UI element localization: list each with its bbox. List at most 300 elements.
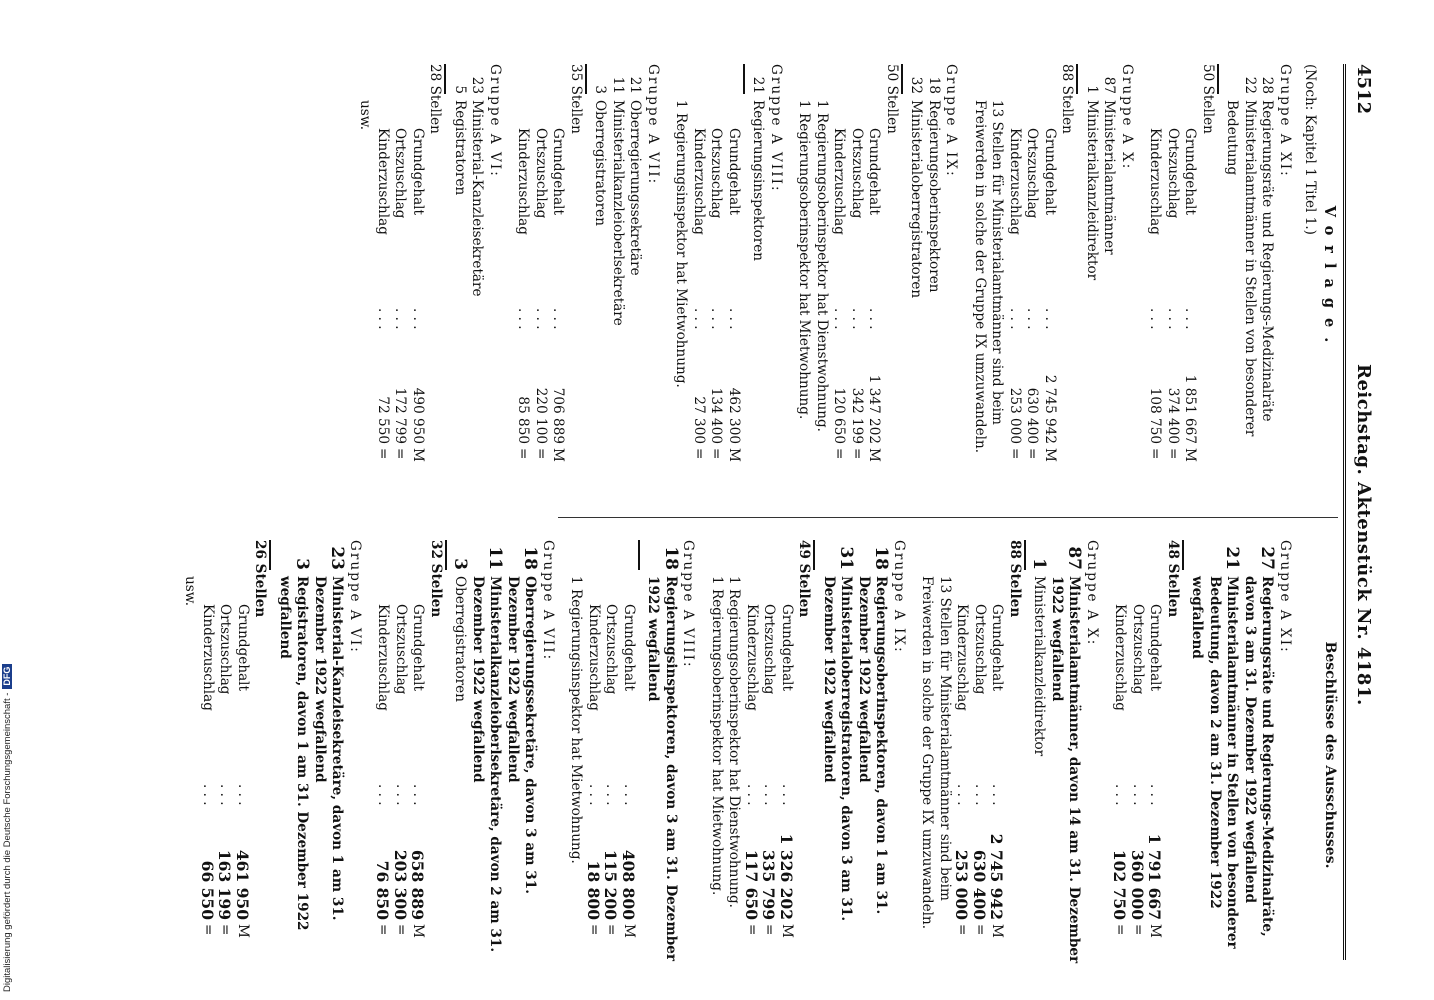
currency-mark: M bbox=[550, 448, 567, 462]
position-title: Ministerialkanzleioberlsekretäre bbox=[610, 100, 626, 326]
salary-item bbox=[953, 540, 971, 970]
leader-dots: . . . bbox=[375, 784, 392, 806]
salary-item bbox=[743, 540, 761, 970]
salary-item bbox=[760, 540, 778, 970]
salary-amount: 120 650 bbox=[831, 387, 848, 444]
position-line bbox=[749, 64, 767, 494]
housing-note: 1 Regierungsoberinspektor hat Dienstwohnung. bbox=[726, 576, 743, 908]
salary-amount: 163 199 bbox=[215, 849, 235, 920]
currency-mark: = bbox=[1165, 448, 1181, 460]
position-line bbox=[451, 540, 469, 970]
currency-mark: = bbox=[375, 448, 391, 460]
sum-rule bbox=[270, 540, 272, 570]
salary-amount: 220 100 bbox=[533, 387, 549, 444]
salary-label: Kinderzuschlag bbox=[744, 604, 760, 711]
currency-mark: M bbox=[726, 448, 742, 462]
leader-dots: . . . bbox=[1165, 308, 1181, 330]
salary-item bbox=[690, 64, 708, 494]
currency-mark: M bbox=[410, 448, 426, 462]
leader-dots: . . . bbox=[972, 784, 988, 806]
currency-mark: = bbox=[744, 924, 760, 936]
leader-dots: . . . bbox=[410, 308, 426, 330]
group-label: Gruppe A VIII: bbox=[768, 64, 784, 193]
salary-item bbox=[778, 540, 796, 970]
salary-amount: 66 550 bbox=[198, 860, 217, 920]
salary-amount: 253 000 bbox=[1007, 387, 1023, 444]
sum-rule bbox=[1217, 64, 1219, 94]
salary-label: Kinderzuschlag bbox=[691, 128, 707, 235]
salary-label: Grundgehalt bbox=[726, 128, 742, 215]
salary-label: Ortszuschlag bbox=[1130, 604, 1146, 695]
position-line bbox=[311, 540, 346, 970]
salary-amount: 102 750 bbox=[1110, 849, 1130, 920]
sum-rule bbox=[1182, 540, 1184, 570]
position-title: Registratoren, davon 1 am 31. Dezember 1922 wegfallend bbox=[277, 576, 311, 931]
housing-note: 1 Regierungsoberinspektor hat Mietwohnung. bbox=[709, 576, 725, 896]
position-title: Oberregistratoren bbox=[452, 576, 469, 702]
position-count: 1 bbox=[1084, 85, 1100, 94]
position-count: 23 bbox=[327, 546, 348, 570]
position-count: 21 bbox=[750, 76, 767, 94]
leader-dots: . . . bbox=[1130, 784, 1146, 806]
salary-amount: 72 550 bbox=[375, 396, 391, 444]
position-count: 18 bbox=[661, 546, 681, 570]
leader-dots: . . . bbox=[849, 308, 865, 330]
sum-rule bbox=[814, 540, 816, 570]
leader-dots: . . . bbox=[1007, 308, 1023, 330]
salary-amount: 2 745 942 bbox=[987, 833, 1007, 920]
salary-item bbox=[1129, 540, 1147, 970]
salary-item bbox=[1041, 64, 1059, 494]
position-title: Ministerialoberregistratoren bbox=[908, 100, 925, 299]
salary-amount: 342 199 bbox=[849, 387, 865, 444]
salary-label: Ortszuschlag bbox=[217, 604, 234, 695]
position-line bbox=[907, 64, 925, 494]
salary-item bbox=[532, 64, 550, 494]
salary-amount: 203 300 bbox=[391, 849, 410, 920]
salary-item bbox=[1164, 64, 1182, 494]
position-title: Ministerialkanzleidirektor bbox=[1031, 576, 1048, 757]
position-line bbox=[855, 540, 890, 970]
position-title: Regierungsräte und Regierungs-Medizinalräte bbox=[1259, 100, 1276, 422]
column-heading: Vorlage. bbox=[1321, 205, 1338, 353]
salary-label: Ortszuschlag bbox=[603, 604, 620, 695]
leader-dots: . . . bbox=[392, 308, 409, 330]
total-positions: 49 Stellen bbox=[796, 540, 813, 618]
group-label: Gruppe A XI: bbox=[1277, 64, 1293, 178]
sum-rule bbox=[585, 64, 587, 94]
group-spacer bbox=[664, 64, 672, 494]
salary-amount: 630 400 bbox=[970, 849, 989, 920]
currency-mark: = bbox=[1024, 448, 1041, 460]
salary-item bbox=[234, 540, 252, 970]
currency-mark: = bbox=[691, 448, 707, 460]
group-label: Gruppe A VI: bbox=[347, 540, 363, 654]
position-title: Ministerialoberregistratoren, davon 3 am 31. Dezember 1922 wegfallend bbox=[821, 576, 855, 922]
salary-item bbox=[707, 64, 725, 494]
currency-mark: M bbox=[235, 924, 251, 938]
position-line bbox=[1258, 64, 1276, 494]
position-title: Ministerial-Kanzleisekretäre bbox=[469, 100, 486, 297]
salary-amount: 253 000 bbox=[952, 849, 972, 920]
salary-item bbox=[725, 64, 743, 494]
salary-label: Kinderzuschlag bbox=[586, 604, 602, 711]
sum-rule bbox=[1024, 540, 1026, 570]
leader-dots: . . . bbox=[586, 784, 602, 806]
housing-note: 1 Regierungsoberinspektor hat Mietwohnung. bbox=[796, 100, 813, 420]
leader-dots: . . . bbox=[866, 308, 883, 330]
currency-mark: = bbox=[1112, 924, 1129, 936]
group-spacer bbox=[506, 64, 514, 494]
salary-item bbox=[1111, 540, 1129, 970]
salary-item bbox=[549, 64, 567, 494]
salary-label: Ortszuschlag bbox=[533, 128, 549, 219]
position-line bbox=[1188, 540, 1241, 970]
salary-amount: 2 745 942 bbox=[1042, 374, 1058, 444]
leader-dots: . . . bbox=[375, 308, 391, 330]
group-spacer bbox=[963, 64, 971, 494]
position-line bbox=[820, 540, 855, 970]
salary-amount: 134 400 bbox=[708, 387, 725, 444]
sum-rule bbox=[901, 64, 903, 94]
position-count: 21 bbox=[1222, 546, 1243, 570]
currency-mark: = bbox=[1007, 448, 1023, 460]
salary-item bbox=[1146, 64, 1164, 494]
position-count: 18 bbox=[520, 546, 541, 570]
currency-mark: = bbox=[603, 924, 620, 936]
position-count: 18 bbox=[926, 76, 942, 94]
currency-mark: = bbox=[761, 924, 778, 936]
position-line bbox=[468, 64, 486, 494]
leader-dots: . . . bbox=[761, 784, 778, 806]
group-label: Gruppe A VI: bbox=[487, 64, 503, 178]
position-count: 22 bbox=[1242, 76, 1258, 94]
leader-dots: . . . bbox=[831, 308, 848, 330]
position-count: 5 bbox=[452, 85, 468, 94]
salary-label: Kinderzuschlag bbox=[375, 604, 392, 711]
dfg-logo: DFG bbox=[2, 664, 12, 689]
total-positions: 28 Stellen bbox=[427, 64, 444, 134]
total-positions: 88 Stellen bbox=[1059, 64, 1076, 134]
group-spacer bbox=[910, 540, 918, 970]
total-positions: 48 Stellen bbox=[1165, 540, 1181, 618]
currency-mark: = bbox=[217, 924, 234, 936]
position-count: 3 bbox=[292, 558, 313, 570]
group-label: Gruppe A VII: bbox=[540, 540, 556, 662]
position-line bbox=[1083, 64, 1101, 494]
position-title: Regierungsoberinspektoren bbox=[926, 100, 942, 293]
currency-mark: = bbox=[954, 924, 971, 936]
salary-amount: 1 791 667 bbox=[1145, 833, 1165, 920]
salary-label: Grundgehalt bbox=[410, 128, 426, 215]
salary-item bbox=[865, 64, 883, 494]
position-count: 23 bbox=[469, 76, 486, 94]
salary-item bbox=[620, 540, 638, 970]
position-count: 11 bbox=[610, 76, 626, 94]
sum-rule bbox=[743, 64, 745, 94]
position-line bbox=[609, 64, 627, 494]
salary-amount: 1 326 202 bbox=[777, 833, 796, 920]
salary-label: Ortszuschlag bbox=[1024, 128, 1041, 219]
etc-note: usw. bbox=[182, 576, 199, 607]
leader-dots: . . . bbox=[235, 784, 251, 806]
position-count: 3 bbox=[450, 558, 471, 570]
salary-label: Kinderzuschlag bbox=[954, 604, 971, 711]
left-column bbox=[348, 64, 1338, 494]
salary-label: Grundgehalt bbox=[989, 604, 1006, 691]
sum-rule bbox=[638, 540, 640, 570]
position-count: 87 bbox=[1101, 76, 1118, 94]
currency-mark: M bbox=[1042, 448, 1058, 462]
salary-item bbox=[374, 64, 392, 494]
leader-dots: . . . bbox=[603, 784, 620, 806]
salary-amount: 108 750 bbox=[1147, 387, 1164, 444]
position-line bbox=[626, 64, 644, 494]
currency-mark: M bbox=[621, 924, 637, 938]
leader-dots: . . . bbox=[1042, 308, 1058, 330]
salary-amount: 408 800 bbox=[619, 849, 638, 920]
column-divider bbox=[558, 517, 1338, 518]
salary-item bbox=[830, 64, 848, 494]
currency-mark: = bbox=[533, 448, 549, 460]
group-spacer bbox=[348, 64, 356, 494]
salary-label: Grundgehalt bbox=[410, 604, 427, 691]
currency-mark: = bbox=[515, 448, 532, 460]
group-spacer bbox=[559, 540, 567, 970]
salary-amount: 461 950 bbox=[233, 849, 252, 920]
currency-mark: = bbox=[393, 924, 409, 936]
salary-item bbox=[988, 540, 1006, 970]
position-line bbox=[644, 540, 679, 970]
housing-note: 1 Regierungsoberinspektor hat Dienstwohnung. bbox=[814, 100, 830, 432]
group-label: Gruppe A IX: bbox=[943, 64, 960, 178]
currency-mark: = bbox=[831, 448, 848, 460]
salary-label: Ortszuschlag bbox=[393, 604, 409, 695]
sum-rule bbox=[1077, 64, 1079, 94]
position-count: 27 bbox=[1257, 546, 1278, 570]
salary-item bbox=[199, 540, 217, 970]
salary-label: Grundgehalt bbox=[1147, 604, 1164, 691]
position-count: 11 bbox=[485, 546, 506, 570]
salary-label: Kinderzuschlag bbox=[515, 128, 532, 235]
currency-mark: = bbox=[849, 448, 865, 460]
currency-mark: = bbox=[972, 924, 988, 936]
currency-mark: = bbox=[1147, 448, 1164, 460]
position-count: 18 bbox=[871, 546, 892, 570]
salary-item bbox=[1146, 540, 1164, 970]
leader-dots: . . . bbox=[744, 784, 760, 806]
salary-amount: 115 200 bbox=[601, 849, 621, 920]
salary-label: Kinderzuschlag bbox=[1007, 128, 1023, 235]
currency-mark: = bbox=[1130, 924, 1146, 936]
group-label: Gruppe A XI: bbox=[1277, 540, 1293, 654]
salary-label: Grundgehalt bbox=[550, 128, 567, 215]
group-label: Gruppe A X: bbox=[1119, 64, 1135, 171]
leader-dots: . . . bbox=[200, 784, 216, 806]
total-positions: 32 Stellen bbox=[428, 540, 444, 618]
salary-label: Ortszuschlag bbox=[761, 604, 778, 695]
leader-dots: . . . bbox=[726, 308, 742, 330]
salary-amount: 360 000 bbox=[1128, 849, 1147, 920]
total-positions: 88 Stellen bbox=[1007, 540, 1023, 618]
salary-item bbox=[391, 64, 409, 494]
salary-item bbox=[374, 540, 392, 970]
salary-item bbox=[514, 64, 532, 494]
position-count: 3 bbox=[592, 85, 609, 94]
salary-label: Kinderzuschlag bbox=[1112, 604, 1129, 711]
footer-text: Digitalisierung gefördert durch die Deutsche Forschungsgemeinschaft - bbox=[2, 692, 13, 992]
position-line bbox=[276, 540, 311, 970]
currency-mark: = bbox=[200, 924, 216, 936]
group-label: Gruppe A X: bbox=[1084, 540, 1100, 647]
currency-mark: M bbox=[1182, 448, 1199, 462]
salary-amount: 335 799 bbox=[759, 849, 779, 920]
group-spacer bbox=[700, 540, 708, 970]
leader-dots: . . . bbox=[217, 784, 234, 806]
salary-label: Ortszuschlag bbox=[849, 128, 865, 219]
salary-label: Ortszuschlag bbox=[392, 128, 409, 219]
position-line bbox=[1223, 64, 1258, 494]
salary-label: Ortszuschlag bbox=[972, 604, 988, 695]
salary-label: Grundgehalt bbox=[235, 604, 251, 691]
salary-label: Ortszuschlag bbox=[1165, 128, 1181, 219]
leader-dots: . . . bbox=[779, 784, 795, 806]
salary-item bbox=[409, 64, 427, 494]
position-title: Ministerialamtmänner, davon 14 am 31. Dezember 1922 wegfallend bbox=[1049, 576, 1083, 964]
salary-amount: 172 799 bbox=[392, 387, 409, 444]
leader-dots: . . . bbox=[1147, 308, 1164, 330]
position-title: Ministerialkanzleioberlsekretäre, davon 2 am 31. Dezember 1922 wegfallend bbox=[470, 576, 504, 953]
position-title: Regierungsinspektoren bbox=[750, 100, 767, 262]
salary-amount: 462 300 bbox=[726, 387, 742, 444]
salary-label: Grundgehalt bbox=[866, 128, 883, 215]
position-line bbox=[451, 64, 469, 494]
position-count: 87 bbox=[1064, 546, 1085, 570]
currency-mark: M bbox=[1147, 924, 1164, 938]
leader-dots: . . . bbox=[550, 308, 567, 330]
salary-item bbox=[409, 540, 427, 970]
page-header bbox=[1343, 64, 1376, 960]
leader-dots: . . . bbox=[1147, 784, 1164, 806]
position-line bbox=[504, 540, 539, 970]
position-count: 32 bbox=[908, 76, 925, 94]
salary-item bbox=[392, 540, 410, 970]
salary-item bbox=[848, 64, 866, 494]
group-label: Gruppe A VII: bbox=[645, 64, 661, 186]
leader-dots: . . . bbox=[515, 308, 532, 330]
currency-mark: M bbox=[989, 924, 1006, 938]
position-count: 1 bbox=[1029, 558, 1050, 570]
position-title: Oberregierungssekretäre bbox=[627, 100, 644, 276]
position-title: Ministerialamtmänner in Stellen von besonderer Bedeutung bbox=[1224, 100, 1258, 437]
total-positions: 50 Stellen bbox=[1200, 64, 1216, 134]
salary-label: Grundgehalt bbox=[621, 604, 637, 691]
total-positions: 35 Stellen bbox=[568, 64, 584, 134]
salary-amount: 76 850 bbox=[373, 860, 393, 920]
conversion-note: 13 Stellen für Ministerialamtmänner sind beim Freiwerden in solche der Gruppe IX umzuwandeln. bbox=[919, 576, 953, 930]
currency-mark: = bbox=[375, 924, 392, 936]
salary-item bbox=[1023, 64, 1041, 494]
salary-label: Grundgehalt bbox=[1042, 128, 1058, 215]
position-line bbox=[469, 540, 504, 970]
group-spacer bbox=[1138, 64, 1146, 494]
position-title: Oberregistratoren bbox=[592, 100, 609, 226]
salary-amount: 117 650 bbox=[742, 849, 761, 920]
currency-mark: M bbox=[866, 448, 883, 462]
salary-item bbox=[602, 540, 620, 970]
total-positions: 26 Stellen bbox=[252, 540, 269, 618]
position-title: Regierungsoberinspektoren, davon 1 am 31. Dezember 1922 wegfallend bbox=[856, 576, 890, 915]
housing-note: 1 Regierungsinspektor hat Mietwohnung. bbox=[673, 100, 690, 388]
group-spacer bbox=[787, 64, 795, 494]
leader-dots: . . . bbox=[989, 784, 1006, 806]
group-label: Gruppe A IX: bbox=[891, 540, 907, 654]
position-title: Registratoren bbox=[452, 100, 468, 196]
salary-amount: 374 400 bbox=[1165, 387, 1181, 444]
leader-dots: . . . bbox=[410, 784, 427, 806]
position-line bbox=[1030, 540, 1048, 970]
leader-dots: . . . bbox=[533, 308, 549, 330]
salary-item bbox=[971, 540, 989, 970]
salary-amount: 706 889 bbox=[550, 387, 567, 444]
salary-label: Grundgehalt bbox=[779, 604, 795, 691]
position-line bbox=[925, 64, 943, 494]
salary-label: Grundgehalt bbox=[1182, 128, 1199, 215]
salary-item bbox=[1006, 64, 1024, 494]
leader-dots: . . . bbox=[393, 784, 409, 806]
position-title: Ministerialkanzleidirektor bbox=[1084, 100, 1100, 281]
salary-amount: 658 889 bbox=[408, 849, 428, 920]
salary-amount: 27 300 bbox=[691, 396, 707, 444]
position-title: Regierungsinspektoren, davon 3 am 31. Dezember 1922 wegfallend bbox=[645, 576, 679, 962]
group-label: Gruppe A VIII: bbox=[680, 540, 697, 669]
sum-rule bbox=[445, 540, 447, 570]
digitization-footer bbox=[2, 664, 13, 992]
salary-label: Kinderzuschlag bbox=[375, 128, 391, 235]
leader-dots: . . . bbox=[1112, 784, 1129, 806]
position-count: 21 bbox=[627, 76, 644, 94]
salary-amount: 1 347 202 bbox=[866, 374, 883, 444]
position-title: Oberregierungssekretäre, davon 3 am 31. Dezember 1922 wegfallend bbox=[505, 576, 539, 894]
position-title: Regierungsräte und Regierungs-Medizinalräte, davon 3 am 31. Dezember 1922 wegfallend bbox=[1242, 576, 1276, 937]
salary-label: Kinderzuschlag bbox=[200, 604, 216, 711]
etc-note: usw. bbox=[357, 100, 374, 131]
salary-item bbox=[585, 540, 603, 970]
salary-amount: 490 950 bbox=[410, 387, 426, 444]
currency-mark: M bbox=[410, 924, 427, 938]
conversion-note: 13 Stellen für Ministerialamtmänner sind beim Freiwerden in solche der Gruppe IX umzuwandeln. bbox=[972, 100, 1006, 454]
salary-amount: 85 850 bbox=[515, 396, 532, 444]
position-title: Ministerial-Kanzleisekretäre, davon 1 am 31. Dezember 1922 wegfallend bbox=[312, 576, 346, 921]
position-title: Ministerialamtmänner bbox=[1101, 100, 1118, 255]
salary-amount: 1 851 667 bbox=[1182, 374, 1199, 444]
position-line bbox=[1048, 540, 1083, 970]
position-line bbox=[1241, 540, 1276, 970]
sum-rule bbox=[445, 64, 447, 94]
leader-dots: . . . bbox=[621, 784, 637, 806]
leader-dots: . . . bbox=[708, 308, 725, 330]
salary-label: Ortszuschlag bbox=[708, 128, 725, 219]
column-heading: Beschlüsse des Ausschusses. bbox=[1322, 641, 1338, 869]
right-column bbox=[173, 540, 1338, 970]
leader-dots: . . . bbox=[1024, 308, 1041, 330]
salary-item bbox=[216, 540, 234, 970]
position-count: 28 bbox=[1259, 76, 1276, 94]
chapter-note: (Noch: Kapitel 1 Titel 1.) bbox=[1302, 64, 1319, 235]
leader-dots: . . . bbox=[691, 308, 707, 330]
position-line bbox=[591, 64, 609, 494]
currency-mark: = bbox=[392, 448, 409, 460]
